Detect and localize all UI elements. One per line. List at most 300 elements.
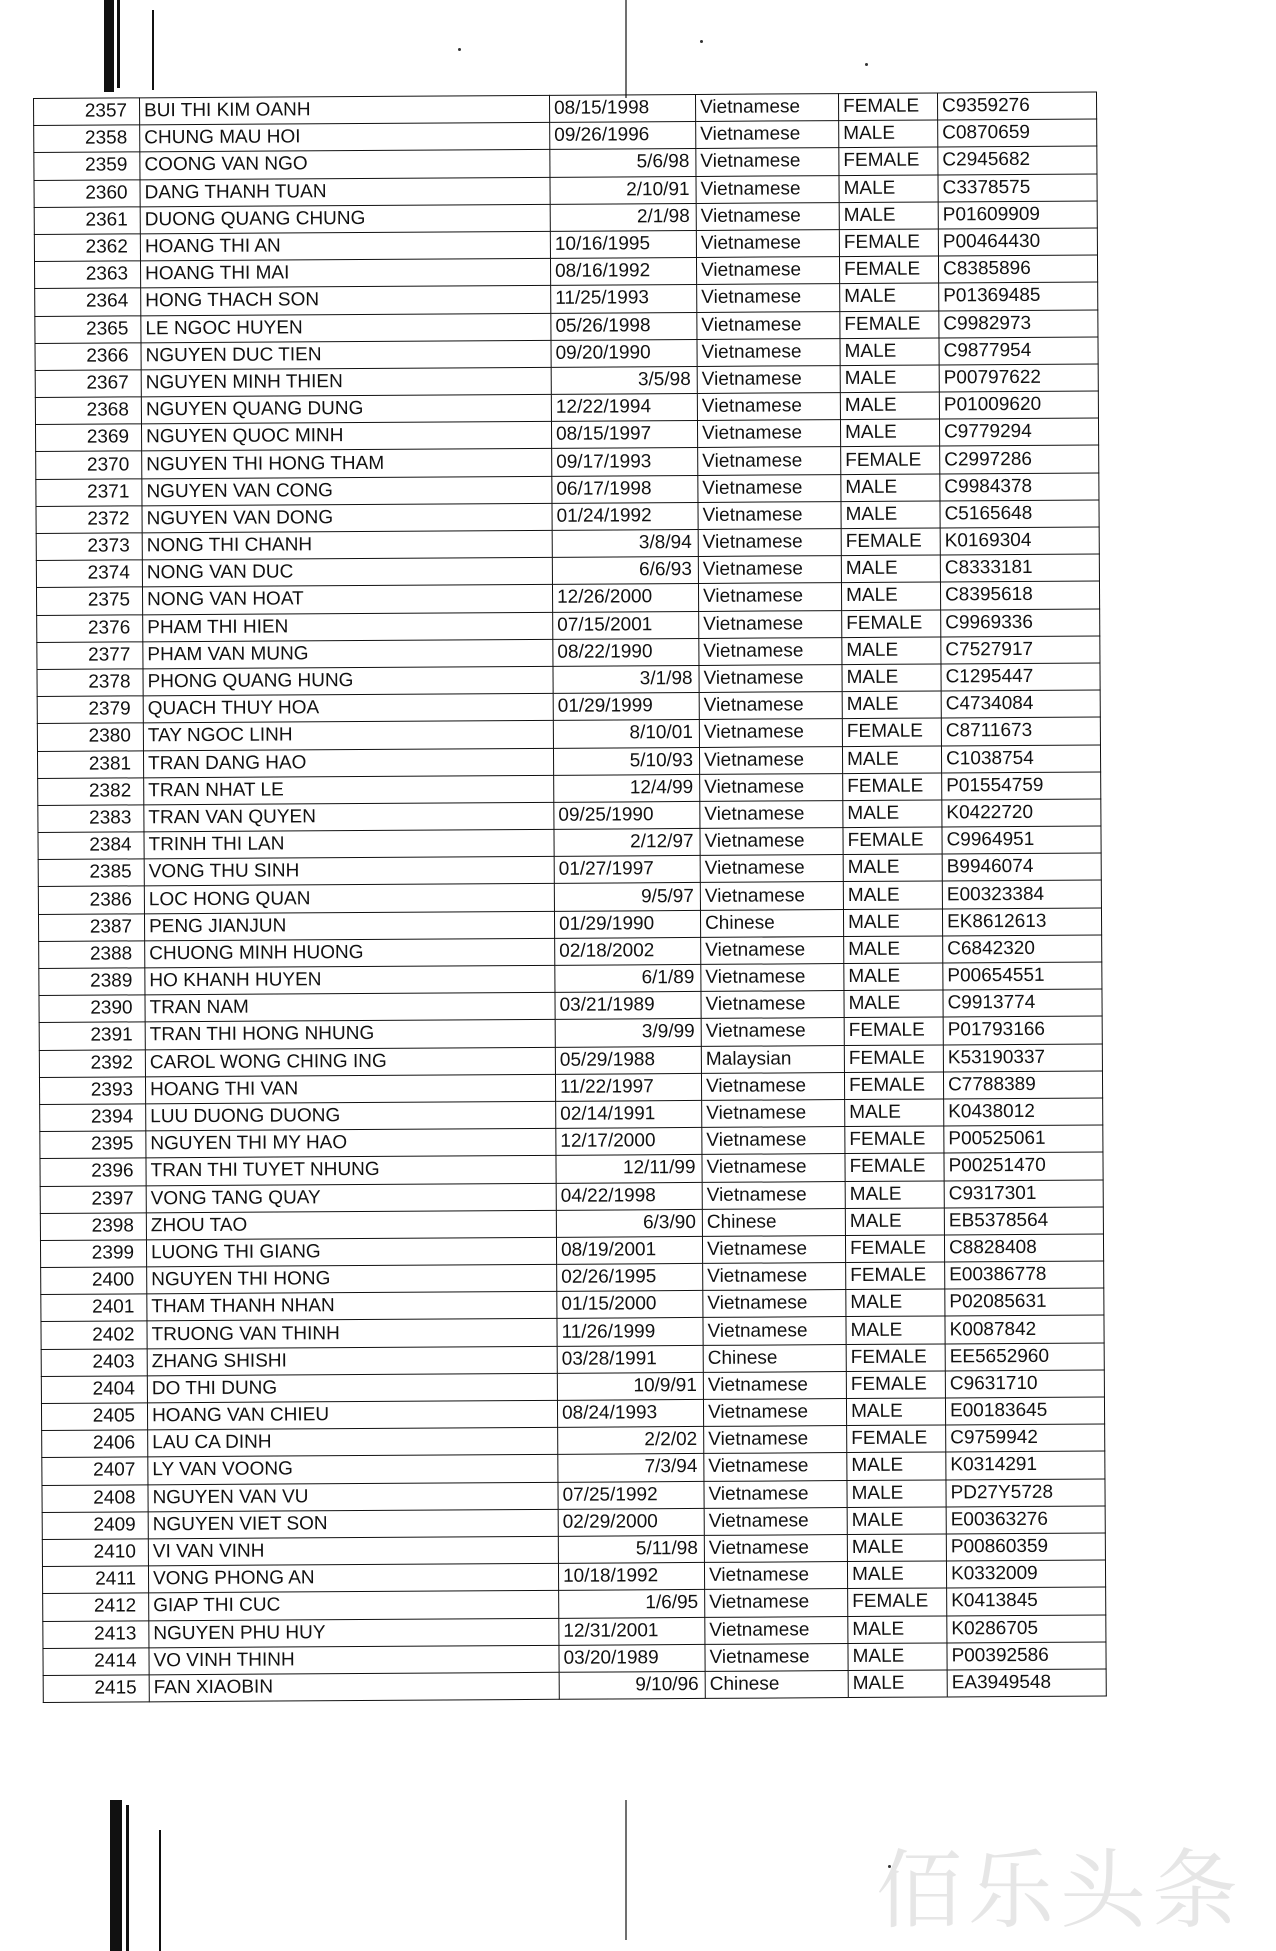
passport-number-cell: K0332009 [946,1560,1105,1588]
date-of-birth-cell: 12/26/2000 [552,584,698,612]
nationality-cell: Vietnamese [702,1127,845,1155]
full-name-cell: NGUYEN VIET SON [148,1509,558,1539]
nationality-cell: Vietnamese [698,501,841,529]
date-of-birth-cell: 03/21/1989 [555,992,701,1020]
passport-number-cell: C7527917 [941,636,1100,664]
full-name-cell: PENG JIANJUN [144,911,554,941]
full-name-cell: VI VAN VINH [148,1536,558,1566]
nationality-cell: Vietnamese [702,1235,845,1263]
row-number-cell: 2390 [39,995,145,1023]
watermark-logo: 佰乐头条 [876,1841,1244,1941]
nationality-cell: Vietnamese [699,637,842,665]
passport-number-cell: P00525061 [944,1125,1103,1153]
full-name-cell: NONG VAN HOAT [142,585,552,615]
gender-cell: MALE [845,1180,944,1208]
scan-edge-mark-center-top [625,0,627,98]
nationality-cell: Chinese [703,1344,846,1372]
row-number-cell: 2360 [34,179,140,207]
full-name-cell: THAM THANH NHAN [147,1292,557,1322]
nationality-cell: Vietnamese [699,746,842,774]
gender-cell: MALE [843,881,942,909]
passport-number-cell: C3378575 [938,174,1097,202]
passport-number-cell: C6842320 [943,935,1102,963]
row-number-cell: 2383 [38,805,144,833]
scan-edge-mark-top-thin [117,0,120,88]
row-number-cell: 2363 [34,261,140,289]
full-name-cell: NONG THI CHANH [142,530,552,560]
row-number-cell: 2413 [43,1620,149,1648]
passport-number-cell: C5165648 [940,500,1099,528]
full-name-cell: NGUYEN PHU HUY [149,1618,559,1648]
date-of-birth-cell: 5/10/93 [553,747,699,775]
passport-number-cell: C9982973 [939,309,1098,337]
row-number-cell: 2358 [34,125,140,153]
full-name-cell: TRAN NHAT LE [144,775,554,805]
nationality-cell: Vietnamese [699,665,842,693]
passport-number-cell: C8333181 [940,554,1099,582]
date-of-birth-cell: 11/26/1999 [557,1318,703,1346]
scan-edge-mark-bottom [110,1800,122,1951]
date-of-birth-cell: 9/10/96 [559,1671,705,1699]
date-of-birth-cell: 6/1/89 [555,964,701,992]
nationality-cell: Vietnamese [705,1616,848,1644]
date-of-birth-cell: 8/10/01 [553,720,699,748]
gender-cell: FEMALE [839,147,938,175]
gender-cell: MALE [842,745,941,773]
gender-cell: MALE [846,1289,945,1317]
gender-cell: MALE [847,1480,946,1508]
full-name-cell: QUACH THUY HOA [143,693,553,723]
date-of-birth-cell: 07/15/2001 [553,611,699,639]
passport-number-cell: C0870659 [938,119,1097,147]
date-of-birth-cell: 01/24/1992 [552,502,698,530]
nationality-cell: Vietnamese [700,828,843,856]
passport-number-cell: K0314291 [946,1451,1105,1479]
scan-edge-mark-top-right [152,10,154,90]
passport-number-cell: C8711673 [941,717,1100,745]
date-of-birth-cell: 09/26/1996 [550,122,696,150]
full-name-cell: COONG VAN NGO [140,150,550,180]
date-of-birth-cell: 01/15/2000 [557,1291,703,1319]
gender-cell: FEMALE [846,1344,945,1372]
row-number-cell: 2395 [40,1131,146,1159]
gender-cell: MALE [840,338,939,366]
row-number-cell: 2371 [36,478,142,506]
gender-cell: FEMALE [839,256,938,284]
date-of-birth-cell: 03/28/1991 [557,1345,703,1373]
gender-cell: FEMALE [848,1588,947,1616]
gender-cell: MALE [843,800,942,828]
nationality-cell: Vietnamese [703,1399,846,1427]
row-number-cell: 2415 [43,1675,149,1703]
gender-cell: FEMALE [844,1072,943,1100]
row-number-cell: 2357 [34,98,140,126]
passport-number-cell: C8395618 [940,581,1099,609]
row-number-cell: 2393 [39,1077,145,1105]
full-name-cell: HO KHANH HUYEN [145,965,555,995]
full-name-cell: LAU CA DINH [148,1428,558,1458]
nationality-cell: Vietnamese [698,474,841,502]
gender-cell: MALE [842,691,941,719]
nationality-cell: Vietnamese [696,202,839,230]
passport-number-cell: K0169304 [940,527,1099,555]
row-number-cell: 2397 [40,1185,146,1213]
nationality-cell: Vietnamese [700,855,843,883]
date-of-birth-cell: 12/17/2000 [556,1128,702,1156]
nationality-cell: Vietnamese [700,800,843,828]
date-of-birth-cell: 01/29/1999 [553,693,699,721]
nationality-cell: Vietnamese [704,1480,847,1508]
passport-number-cell: EE5652960 [945,1343,1104,1371]
scan-edge-mark-bottom-thin [126,1805,129,1951]
gender-cell: MALE [844,963,943,991]
passport-number-cell: C9759942 [946,1424,1105,1452]
full-name-cell: ZHANG SHISHI [147,1346,557,1376]
table-row [43,1669,1106,1703]
full-name-cell: TRAN THI HONG NHUNG [145,1020,555,1050]
passport-number-cell: C9317301 [944,1179,1103,1207]
gender-cell: MALE [843,854,942,882]
date-of-birth-cell: 08/15/1997 [551,421,697,449]
passport-number-cell: K0087842 [945,1315,1104,1343]
row-number-cell: 2408 [42,1484,148,1512]
gender-cell: MALE [841,501,940,529]
nationality-cell: Vietnamese [697,420,840,448]
passport-number-cell: C9359276 [937,92,1096,120]
nationality-cell: Vietnamese [705,1643,848,1671]
gender-cell: MALE [842,637,941,665]
row-number-cell: 2361 [34,207,140,235]
row-number-cell: 2366 [35,343,141,371]
gender-cell: MALE [840,365,939,393]
nationality-cell: Vietnamese [701,964,844,992]
date-of-birth-cell: 2/10/91 [550,176,696,204]
passport-number-cell: P00392586 [947,1642,1106,1670]
nationality-cell: Vietnamese [700,773,843,801]
full-name-cell: TRUONG VAN THINH [147,1319,557,1349]
date-of-birth-cell: 03/20/1989 [559,1644,705,1672]
gender-cell: MALE [846,1316,945,1344]
nationality-cell: Vietnamese [699,692,842,720]
nationality-cell: Vietnamese [696,121,839,149]
date-of-birth-cell: 11/25/1993 [551,285,697,313]
nationality-cell: Vietnamese [704,1534,847,1562]
full-name-cell: HOANG VAN CHIEU [147,1400,557,1430]
gender-cell: MALE [845,1099,944,1127]
full-name-cell: HONG THACH SON [141,286,551,316]
full-name-cell: NGUYEN QUOC MINH [141,422,551,452]
nationality-cell: Vietnamese [696,148,839,176]
row-number-cell: 2369 [35,424,141,452]
row-number-cell: 2409 [42,1512,148,1540]
nationality-cell: Vietnamese [697,311,840,339]
passport-number-cell: C8828408 [944,1234,1103,1262]
full-name-cell: LUU DUONG DUONG [146,1101,556,1131]
nationality-cell: Vietnamese [703,1317,846,1345]
full-name-cell: DO THI DUNG [147,1373,557,1403]
row-number-cell: 2365 [35,315,141,343]
passport-number-cell: K0438012 [944,1098,1103,1126]
gender-cell: MALE [839,175,938,203]
row-number-cell: 2373 [36,533,142,561]
nationality-cell: Vietnamese [698,556,841,584]
passport-number-cell: K0286705 [947,1614,1106,1642]
passport-number-cell: PD27Y5728 [946,1479,1105,1507]
passport-number-cell: K0422720 [942,799,1101,827]
nationality-cell: Vietnamese [703,1371,846,1399]
nationality-cell: Vietnamese [700,882,843,910]
full-name-cell: CHUNG MAU HOI [140,123,550,153]
date-of-birth-cell: 12/4/99 [554,774,700,802]
full-name-cell: TAY NGOC LINH [143,721,553,751]
full-name-cell: LE NGOC HUYEN [141,313,551,343]
passport-number-cell: B9946074 [942,853,1101,881]
gender-cell: FEMALE [844,1045,943,1073]
date-of-birth-cell: 02/14/1991 [556,1100,702,1128]
nationality-cell: Vietnamese [703,1290,846,1318]
gender-cell: MALE [847,1561,946,1589]
scan-speck [865,63,868,66]
nationality-cell: Vietnamese [701,1018,844,1046]
full-name-cell: FAN XIAOBIN [149,1672,559,1702]
date-of-birth-cell: 06/17/1998 [552,475,698,503]
passport-number-cell: C8385896 [938,255,1097,283]
nationality-cell: Vietnamese [702,1181,845,1209]
passport-number-cell: C9631710 [945,1370,1104,1398]
row-number-cell: 2386 [38,886,144,914]
full-name-cell: LOC HONG QUAN [144,884,554,914]
gender-cell: MALE [847,1534,946,1562]
scan-edge-mark-top [104,0,114,92]
date-of-birth-cell: 10/16/1995 [550,230,696,258]
gender-cell: FEMALE [842,610,941,638]
row-number-cell: 2381 [37,750,143,778]
date-of-birth-cell: 09/17/1993 [552,448,698,476]
passport-number-cell: P01554759 [942,772,1101,800]
row-number-cell: 2368 [35,397,141,425]
row-number-cell: 2379 [37,696,143,724]
gender-cell: MALE [848,1643,947,1671]
gender-cell: MALE [844,990,943,1018]
passport-number-cell: EA3949548 [947,1669,1106,1697]
row-number-cell: 2388 [39,941,145,969]
nationality-cell: Malaysian [701,1045,844,1073]
date-of-birth-cell: 11/22/1997 [555,1073,701,1101]
full-name-cell: LY VAN VOONG [148,1455,558,1485]
row-number-cell: 2412 [43,1593,149,1621]
full-name-cell: NGUYEN QUANG DUNG [141,394,551,424]
passport-number-cell: C9969336 [941,609,1100,637]
full-name-cell: DUONG QUANG CHUNG [140,204,550,234]
full-name-cell: NGUYEN THI HONG [147,1264,557,1294]
row-number-cell: 2392 [39,1049,145,1077]
full-name-cell: HOANG THI VAN [145,1074,555,1104]
gender-cell: FEMALE [845,1235,944,1263]
passport-number-cell: EB5378564 [944,1207,1103,1235]
date-of-birth-cell: 04/22/1998 [556,1182,702,1210]
full-name-cell: HOANG THI MAI [140,258,550,288]
gender-cell: MALE [848,1670,947,1698]
full-name-cell: NGUYEN MINH THIEN [141,367,551,397]
full-name-cell: NGUYEN VAN DONG [142,503,552,533]
date-of-birth-cell: 02/29/2000 [558,1508,704,1536]
date-of-birth-cell: 08/22/1990 [553,638,699,666]
gender-cell: FEMALE [847,1425,946,1453]
row-number-cell: 2403 [41,1348,147,1376]
date-of-birth-cell: 5/6/98 [550,149,696,177]
passenger-table-body [34,92,1107,1703]
full-name-cell: VONG PHONG AN [148,1563,558,1593]
row-number-cell: 2377 [37,642,143,670]
date-of-birth-cell: 01/29/1990 [554,910,700,938]
gender-cell: FEMALE [846,1371,945,1399]
date-of-birth-cell: 10/18/1992 [558,1563,704,1591]
row-number-cell: 2372 [36,506,142,534]
row-number-cell: 2384 [38,832,144,860]
row-number-cell: 2378 [37,669,143,697]
passport-number-cell: P02085631 [945,1288,1104,1316]
gender-cell: MALE [844,936,943,964]
row-number-cell: 2376 [37,614,143,642]
scan-edge-mark-center-bottom [625,1800,627,1940]
full-name-cell: NGUYEN VAN CONG [142,476,552,506]
passport-number-cell: E00183645 [945,1397,1104,1425]
date-of-birth-cell: 05/29/1988 [555,1046,701,1074]
row-number-cell: 2396 [40,1158,146,1186]
date-of-birth-cell: 2/12/97 [554,829,700,857]
passport-number-cell: P00797622 [939,364,1098,392]
full-name-cell: TRAN DANG HAO [143,748,553,778]
row-number-cell: 2367 [35,370,141,398]
nationality-cell: Vietnamese [704,1507,847,1535]
gender-cell: FEMALE [841,528,940,556]
row-number-cell: 2401 [41,1294,147,1322]
full-name-cell: LUONG THI GIANG [146,1237,556,1267]
date-of-birth-cell: 09/25/1990 [554,801,700,829]
passport-number-cell: P00251470 [944,1152,1103,1180]
nationality-cell: Vietnamese [699,610,842,638]
date-of-birth-cell: 3/9/99 [555,1019,701,1047]
passenger-list [33,92,1106,1704]
full-name-cell: BUI THI KIM OANH [140,95,550,125]
row-number-cell: 2380 [37,723,143,751]
scan-speck [700,40,703,43]
full-name-cell: CAROL WONG CHING ING [145,1047,555,1077]
date-of-birth-cell: 05/26/1998 [551,312,697,340]
passport-number-cell: C9779294 [939,418,1098,446]
row-number-cell: 2375 [36,587,142,615]
gender-cell: FEMALE [845,1153,944,1181]
row-number-cell: 2382 [38,778,144,806]
nationality-cell: Vietnamese [698,583,841,611]
full-name-cell: VO VINH THINH [149,1645,559,1675]
nationality-cell: Vietnamese [702,1099,845,1127]
full-name-cell: HOANG THI AN [140,231,550,261]
row-number-cell: 2362 [34,234,140,262]
gender-cell: MALE [845,1208,944,1236]
date-of-birth-cell: 7/3/94 [558,1454,704,1482]
row-number-cell: 2410 [42,1539,148,1567]
full-name-cell: NONG VAN DUC [142,558,552,588]
gender-cell: FEMALE [846,1262,945,1290]
full-name-cell: PHAM VAN MUNG [143,639,553,669]
gender-cell: FEMALE [843,827,942,855]
date-of-birth-cell: 08/16/1992 [550,258,696,286]
date-of-birth-cell: 3/5/98 [551,366,697,394]
nationality-cell: Vietnamese [698,447,841,475]
row-number-cell: 2414 [43,1648,149,1676]
gender-cell: MALE [840,419,939,447]
gender-cell: MALE [843,909,942,937]
date-of-birth-cell: 12/22/1994 [551,394,697,422]
row-number-cell: 2370 [36,451,142,479]
nationality-cell: Vietnamese [701,936,844,964]
passport-number-cell: P00860359 [946,1533,1105,1561]
date-of-birth-cell: 01/27/1997 [554,856,700,884]
passport-number-cell: P01793166 [943,1016,1102,1044]
gender-cell: MALE [841,474,940,502]
nationality-cell: Vietnamese [704,1453,847,1481]
passport-number-cell: C7788389 [943,1071,1102,1099]
passport-number-cell: C4734084 [941,690,1100,718]
row-number-cell: 2387 [38,913,144,941]
row-number-cell: 2391 [39,1022,145,1050]
row-number-cell: 2394 [40,1104,146,1132]
date-of-birth-cell: 08/19/2001 [556,1236,702,1264]
date-of-birth-cell: 12/31/2001 [559,1617,705,1645]
nationality-cell: Vietnamese [705,1589,848,1617]
gender-cell: MALE [847,1507,946,1535]
date-of-birth-cell: 6/3/90 [556,1209,702,1237]
passport-number-cell: K0413845 [947,1587,1106,1615]
gender-cell: FEMALE [844,1017,943,1045]
passport-number-cell: P00654551 [943,962,1102,990]
passport-number-cell: C9984378 [940,473,1099,501]
row-number-cell: 2407 [42,1457,148,1485]
row-number-cell: 2389 [39,968,145,996]
gender-cell: MALE [840,392,939,420]
passport-number-cell: C9913774 [943,989,1102,1017]
full-name-cell: TRAN NAM [145,993,555,1023]
full-name-cell: ZHOU TAO [146,1210,556,1240]
nationality-cell: Vietnamese [697,284,840,312]
gender-cell: MALE [848,1615,947,1643]
nationality-cell: Vietnamese [696,257,839,285]
gender-cell: MALE [847,1452,946,1480]
gender-cell: MALE [842,664,941,692]
nationality-cell: Vietnamese [697,365,840,393]
passenger-table [33,92,1107,1704]
date-of-birth-cell: 2/1/98 [550,203,696,231]
nationality-cell: Vietnamese [704,1426,847,1454]
nationality-cell: Chinese [705,1670,848,1698]
full-name-cell: PHONG QUANG HUNG [143,666,553,696]
nationality-cell: Vietnamese [699,719,842,747]
passport-number-cell: C1038754 [941,744,1100,772]
scan-speck [458,48,461,51]
date-of-birth-cell: 5/11/98 [558,1535,704,1563]
passport-number-cell: E00363276 [946,1506,1105,1534]
full-name-cell: VONG THU SINH [144,857,554,887]
passport-number-cell: E00323384 [942,880,1101,908]
row-number-cell: 2374 [36,560,142,588]
row-number-cell: 2364 [35,288,141,316]
gender-cell: MALE [846,1398,945,1426]
passport-number-cell: C9964951 [942,826,1101,854]
gender-cell: FEMALE [838,93,937,121]
date-of-birth-cell: 08/24/1993 [557,1399,703,1427]
gender-cell: FEMALE [843,773,942,801]
